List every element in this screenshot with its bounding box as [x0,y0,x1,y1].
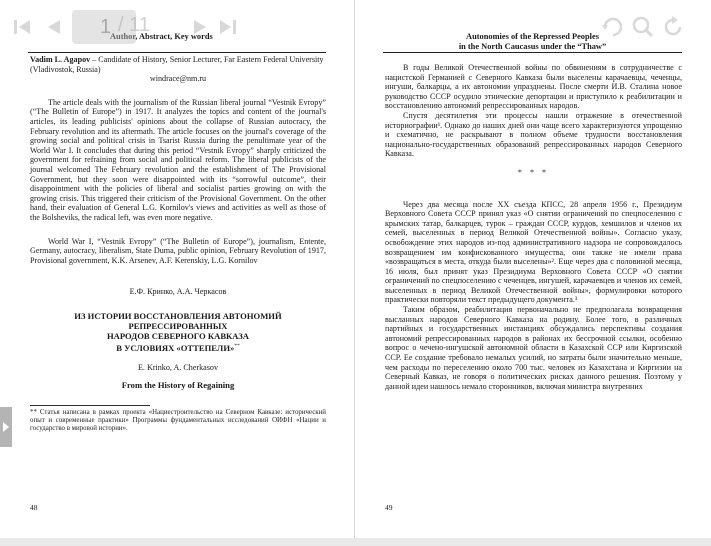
right-page-number: 49 [385,503,393,512]
right-page-content [385,63,682,391]
footnote-text: ** Статья написана в рамках проекта «Нациестроительство на Северном Кавказе: исторический опыт и современные практики» Программы фундаментальных исследований ОИФН «Нации и государство в мировой истории». [30,408,326,433]
left-page-content [30,55,326,434]
rotate-icon[interactable] [600,14,626,40]
next-page-icon[interactable] [188,14,214,40]
left-running-header: Author, Abstract, Key words [110,32,213,41]
author-email: windrace@nm.ru [149,74,207,84]
previous-page-icon[interactable] [40,14,66,40]
page-counter [72,10,136,44]
ru-title-line-4: В УСЛОВИЯХ «ОТТЕПЕЛИ» [116,343,235,354]
ru-authors: Е.Ф. Кринко, А.А. Черкасов [129,287,227,297]
ru-title-line-2: РЕПРЕССИРОВАННЫХ [128,321,228,332]
first-page-icon[interactable] [10,14,36,40]
body-paragraph-1: В годы Великой Отечественной войны по обвинениям в сотрудничестве с нацистской Германией с Северного Кавказа были выселены карачаевцы, чеченцы, ингуши, балкарцы, а их автономии упразднены. После смерти И.В. Сталина новое руководство СССР осудило этнические депортации и приступило к реабилитации и восстановлению автономий репрессированных народов. [385,63,682,111]
current-page-input[interactable]: 1 [100,16,112,38]
footnote-mark: ** [234,343,240,350]
right-header-line-1: Autonomies of the Repressed Peoples [466,32,599,41]
abstract-text: The article deals with the journalism of the Russian liberal journal “Vestnik Evropy” (“The Bulletin of Europe”) in 1917. It analyzes the topics and content of the journal's articles, its leading publicists' opinions about the collapse of Russian autocracy, the February revolution and its aftermath. The article focuses on the journal's coverage of the growing social and political crisis in Tsarist Russia during the penultimate year of the World War I. It concludes that during this period “Vestnik Evropy” sharply criticized the government for refraining from social and political reform. The liberal publicists of the journal welcomed The February revolution and the establishment of The Provisional Government, but they soon were disappointed with its “sorrowful outcome”, their disappointment with the policies of liberal and socialist parties growing on with the growing crisis. This triggered their criticism of the Provisional Government. On the other hand, their evaluation of General L.G. Kornilov's views and activities as well as those of the Bolsheviks, the radical left, was even more negative. [30,97,326,222]
last-page-icon[interactable] [214,14,240,40]
en-article-title: From the History of Regaining [121,380,235,391]
right-header-line-2: in the North Caucasus under the “Thaw” [458,42,607,51]
ru-title-line-3: НАРОДОВ СЕВЕРНОГО КАВКАЗА [106,331,250,342]
right-page [355,0,710,538]
left-page [0,0,355,538]
keywords-text: World War I, “Vestnik Evropy” (“The Bulletin of Europe”), journalism, Entente, Germany, autocracy, liberalism, State Duma, public opinion, February Revolution of 1917, Provisional government, K.K. Arsenev, A.F. Kerenskiy, L.G. Kornilov [30,236,326,265]
reload-icon[interactable] [660,14,686,40]
page-total: / 11 [118,14,150,36]
footnote-rule [30,405,150,406]
author-block [30,55,326,74]
left-page-number: 48 [30,503,38,512]
sidebar-toggle[interactable] [0,407,12,447]
ru-title-line-1: ИЗ ИСТОРИИ ВОССТАНОВЛЕНИЯ АВТОНОМИЙ [74,310,282,321]
expand-arrow-icon [3,422,9,432]
body-paragraph-4: Таким образом, реабилитация первоначально не предполагала возвращения высланных народов Северного Кавказа на родину. Более того, в различных партийных и государственных инстанциях обсуждались перспективы создания автономий репрессированных народов в районах их бессрочной ссылки, особенно вопрос о чечено-ингушской автономной области в Казахской ССР или Киргизской ССР. Ее создание требовало немалых усилий, но затраты были значительно меньше, чем расходы по переселению около 700 тыс. человек из Казахстана и Киргизии на Северный Кавказ, не говоря о политических рисках данного решения. Поэтому у данной идеи нашлось немало сторонников, включая министра внутренних [385,305,682,391]
header-rule [28,52,326,53]
en-authors: E. Krinko, A. Cherkasov [137,362,219,372]
bottom-bar [0,538,711,546]
author-name: Vadim L. Agapov [30,55,91,64]
right-running-header [355,32,710,52]
author-info: – Candidate of History, Senior Lecturer, Far Eastern Federal University (Vladivostok, Russia) [30,55,324,74]
body-paragraph-2: Спустя десятилетия эти процессы нашли отражение в отечественной историографии¹. Однако до наших дней они чаще всего характеризуются упрощенно и схематично, не раскрывают в полном объеме трудности восстановления национально-государственных образований репрессированных народов Северного Кавказа. [385,110,682,159]
header-rule [383,52,682,53]
section-separator: * * * [517,167,550,177]
body-paragraph-3: Через два месяца после XX съезда КПСС, 28 апреля 1956 г., Президиум Верховного Совета СССР принял указ «О снятии ограничений по спецпоселению с крымских татар, балкарцев, турок – граждан СССР, курдов, хемшилов и членов их семей, выселенных в период Великой Отечественной войны». Согласно указу, освобождение этих народов из-под административного надзора не сопровождалось возвращением им конфискованного имущества, они также не имели права «возвращаться в места, откуда были выселены»². Еще через два с половиной месяца, 16 июля, был принят указ Президиума Верховного Совета СССР «О снятии ограничений по спецпоселению с чеченцев, ингушей, карачаевцев и членов их семей, выселенных в период Великой Отечественной войны», формулировки которого практически повторяли текст предыдущего документа.³ [385,199,682,305]
ru-article-title [30,311,326,354]
search-icon[interactable] [630,14,656,40]
